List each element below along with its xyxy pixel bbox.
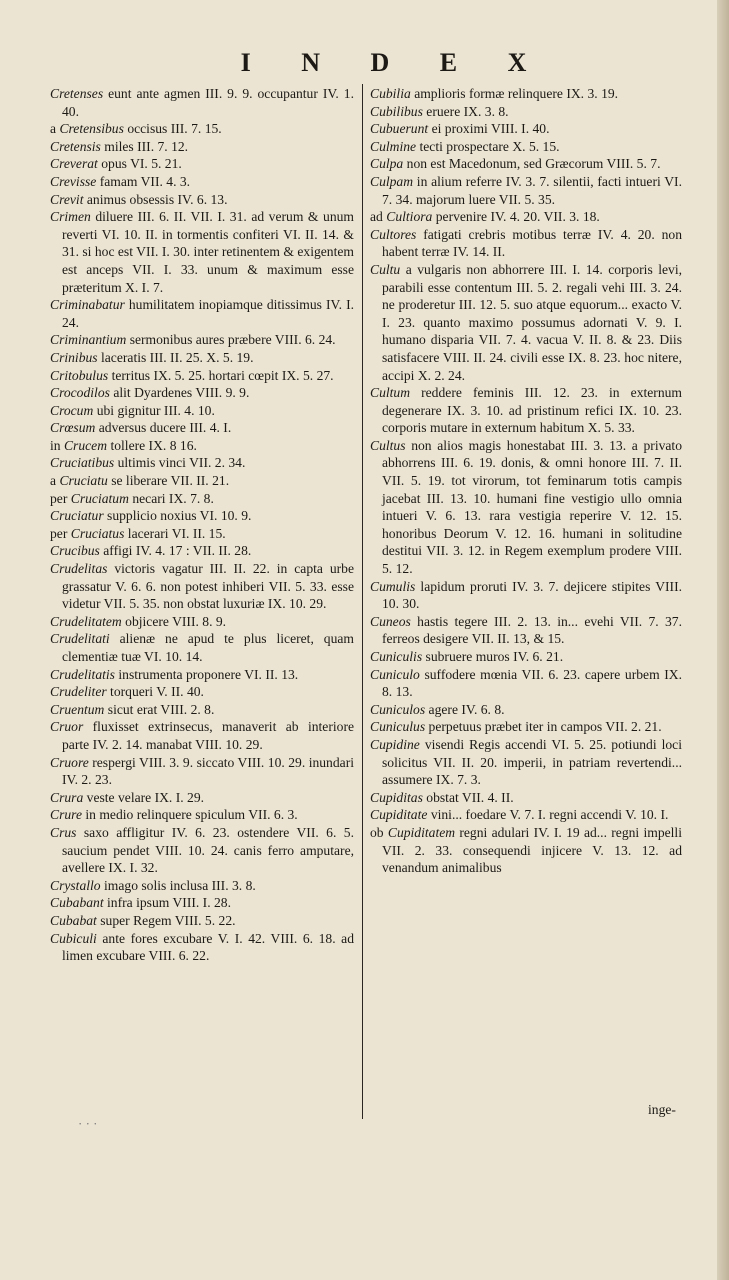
entry-headword: Cultores (370, 226, 417, 242)
entry-references: a vulgaris non abhorrere III. I. 14. corporis levi, parabili esse contentum III. 5. 2. regali vehi III. 3. 24. ne proderetur III. 12. 5. suo atque equorum... exacto V. I. 23. quanto maximo possumus adornati V. 9. I. humano disparia VII. 7. 4. vacua V. II. 8. & 23. Diis satisfacere VIII. II. 24. civili esse IX. 8. 23. hoc nitere, accipi X. 2. 24. (382, 261, 683, 383)
entry-headword: Cuniculos (370, 701, 426, 717)
entry-headword: Crucem (63, 437, 108, 453)
entry-prefix: a (50, 121, 57, 137)
entry-headword: Crus (50, 824, 77, 840)
entry-references: sermonibus aures præbere VIII. 6. 24. (129, 332, 336, 348)
entry-headword: Cruentum (50, 701, 105, 717)
entry-headword: Crimen (50, 209, 91, 225)
entry-prefix: ad (370, 209, 383, 225)
entry-references: animus obsessis IV. 6. 13. (86, 191, 228, 207)
entry-prefix: in (50, 437, 61, 453)
entry-headword: Cubabat (50, 912, 97, 928)
entry-headword: Cuniculus (370, 719, 426, 735)
index-entry (50, 155, 354, 173)
index-entry (50, 419, 354, 437)
entry-headword: Crystallo (50, 877, 101, 893)
entry-references: veste velare IX. I. 29. (86, 789, 205, 805)
index-entry (50, 120, 354, 138)
entry-references: visendi Regis accendi VI. 5. 25. potiundi loci solicitus VII. II. 20. imperii, in patriam revertendi... assumere IX. 7. 3. (382, 736, 682, 788)
entry-headword: Criminantium (50, 332, 127, 348)
entry-headword: Cubiculi (50, 930, 97, 946)
index-entry (50, 877, 354, 895)
index-entry (50, 331, 354, 349)
entry-headword: Cruciatus (70, 525, 125, 541)
index-entry (370, 736, 682, 789)
index-entry (50, 630, 354, 665)
entry-headword: Crudeliter (50, 684, 107, 700)
index-entry (370, 789, 682, 807)
index-entry (50, 701, 354, 719)
index-entry (50, 138, 354, 156)
entry-headword: Cretensis (50, 138, 101, 154)
entry-headword: Cruciatur (50, 508, 104, 524)
entry-headword: Critobulus (50, 367, 109, 383)
entry-headword: Cruore (50, 754, 89, 770)
entry-references: lacerari VI. II. 15. (127, 525, 226, 541)
entry-references: suffodere mœnia VII. 6. 23. capere urbem IX. 8. 13. (382, 666, 682, 700)
entry-headword: Cruciatu (59, 473, 108, 489)
entry-references: affigi IV. 4. 17 : VII. II. 28. (103, 543, 252, 559)
index-entry (50, 824, 354, 877)
entry-references: famam VII. 4. 3. (99, 173, 191, 189)
entry-headword: Crudelitatis (50, 666, 115, 682)
entry-references: laceratis III. II. 25. X. 5. 19. (101, 349, 254, 365)
index-entry (370, 138, 682, 156)
entry-headword: Cultum (370, 385, 411, 401)
entry-headword: Cupidine (370, 736, 420, 752)
entry-references: victoris vagatur III. II. 22. in capta urbe grassatur V. 6. 6. non potest inhiberi VII. 5. 33. esse videtur VII. 5. 35. non obstat luxuriæ IX. 10. 29. (62, 561, 354, 612)
index-entry (370, 103, 682, 121)
entry-references: tecti prospectare X. 5. 15. (419, 138, 560, 154)
index-entry (50, 613, 354, 631)
entry-references: torqueri V. II. 40. (110, 684, 204, 700)
entry-headword: Cubabant (50, 895, 104, 911)
entry-headword: Crure (50, 807, 82, 823)
entry-headword: Creverat (50, 156, 98, 172)
index-entry (50, 437, 354, 455)
entry-references: in alium referre IV. 3. 7. silentii, facti intueri VI. 7. 34. majorum luere VII. 5. 35. (382, 173, 682, 207)
entry-headword: Cultus (370, 437, 406, 453)
entry-references: alit Dyardenes VIII. 9. 9. (113, 385, 250, 401)
index-entry (50, 472, 354, 490)
entry-headword: Crocum (50, 402, 94, 418)
entry-headword: Crocodilos (50, 385, 110, 401)
entry-references: obstat VII. 4. II. (426, 789, 514, 805)
entry-references: subruere muros IV. 6. 21. (425, 649, 564, 664)
entry-headword: Crœsum (50, 420, 96, 436)
index-entry (50, 683, 354, 701)
entry-references: adversus ducere III. 4. I. (98, 420, 232, 436)
entry-references: non alios magis honestabat III. 3. 13. a privato abhorrens III. 6. 19. donis, & omni honore III. 7. II. VII. 5. 19. tot virorum, tot feminarum totis campis jacebat III. 13. 10. humani fine vestigio ullo omnia intueri V. 6. 13. rara vestigia reperire V. 12. 15. honoribus Deorum V. 12. 16. humani in solitudine destitui VII. 3. 12. in Regem exemplum prodere VIII. 5. 12. (382, 437, 682, 577)
index-entry (50, 560, 354, 613)
entry-references: ubi gignitur III. 4. 10. (96, 402, 215, 418)
entry-headword: Cubilia (370, 86, 411, 101)
index-entry (50, 666, 354, 684)
entry-references: fatigati crebris motibus terræ IV. 4. 20. non habent terræ IV. 14. II. (382, 226, 682, 260)
page-title: I N D E X (240, 48, 549, 77)
entry-headword: Cruciatum (70, 490, 129, 506)
entry-headword: Cuneos (370, 613, 411, 629)
index-entry (50, 718, 354, 753)
index-entry (370, 824, 682, 877)
entry-references: opus VI. 5. 21. (101, 156, 182, 172)
entry-references: reddere feminis III. 12. 23. in externum degenerare IX. 3. 10. ad pristinum refici IX. 10. 23. corporis mutare in externum habitum X. 5. 33. (382, 385, 682, 436)
index-entry (370, 120, 682, 138)
entry-headword: Cultiora (386, 209, 433, 225)
entry-headword: Crudelitatem (50, 613, 122, 629)
entry-references: se liberare VII. II. 21. (111, 473, 230, 489)
index-entry (50, 754, 354, 789)
index-entry (50, 349, 354, 367)
entry-references: non est Macedonum, sed Græcorum VIII. 5. 7. (406, 156, 661, 172)
index-entry (370, 648, 682, 666)
index-entry (370, 85, 682, 103)
entry-headword: Cumulis (370, 578, 416, 594)
entry-prefix: ob (370, 824, 384, 840)
column-divider (362, 84, 363, 1119)
entry-headword: Cultu (370, 261, 401, 277)
index-entry (370, 701, 682, 719)
index-entry (50, 191, 354, 209)
index-entry (370, 155, 682, 173)
index-entry (50, 806, 354, 824)
entry-references: supplicio noxius VI. 10. 9. (107, 508, 252, 524)
entry-references: eruere IX. 3. 8. (426, 103, 509, 119)
entry-headword: Criminabatur (50, 297, 125, 313)
entry-headword: Cupiditatem (387, 824, 456, 840)
entry-references: perpetuus præbet iter in campos VII. 2. 21. (428, 719, 662, 735)
entry-references: in medio relinquere spiculum VII. 6. 3. (85, 807, 298, 823)
entry-references: ante fores excubare V. I. 42. VIII. 6. 18. ad limen excubare VIII. 6. 22. (62, 930, 354, 964)
entry-headword: Crinibus (50, 349, 98, 365)
index-entry (50, 367, 354, 385)
entry-references: regni adulari IV. I. 19 ad... regni impelli VII. 2. 33. consequendi injicere V. 13. 12. ad venandum animalibus (382, 824, 682, 876)
index-entry (370, 384, 682, 437)
index-entry (50, 507, 354, 525)
index-entry (50, 789, 354, 807)
entry-references: hastis tegere III. 2. 13. in... evehi VII. 7. 37. ferreos desigere VII. II. 13, & 15. (382, 613, 682, 647)
entry-references: infra ipsum VIII. I. 28. (107, 895, 231, 911)
entry-headword: Cubuerunt (370, 121, 429, 137)
index-column-left (50, 85, 354, 965)
entry-headword: Crura (50, 789, 84, 805)
entry-headword: Crevit (50, 191, 84, 207)
entry-references: occisus III. 7. 15. (127, 121, 222, 137)
index-entry (370, 437, 682, 578)
entry-references: imago solis inclusa III. 3. 8. (104, 877, 256, 893)
index-entry (370, 208, 682, 226)
index-entry (50, 542, 354, 560)
entry-headword: Crucibus (50, 543, 100, 559)
entry-references: eunt ante agmen III. 9. 9. occupantur IV. 1. 40. (62, 86, 354, 119)
entry-prefix: per (50, 490, 68, 506)
entry-references: agere IV. 6. 8. (428, 701, 505, 717)
entry-references: territus IX. 5. 25. hortari cœpit IX. 5. 27. (111, 367, 334, 383)
entry-references: instrumenta proponere VI. II. 13. (118, 666, 299, 682)
entry-references: respergi VIII. 3. 9. siccato VIII. 10. 29. inundari IV. 2. 23. (62, 754, 354, 788)
index-entry (370, 806, 682, 824)
index-column-right (370, 85, 682, 877)
entry-references: pervenire IV. 4. 20. VII. 3. 18. (435, 209, 600, 225)
entry-headword: Culpa (370, 156, 404, 172)
entry-headword: Crevisse (50, 173, 97, 189)
entry-references: miles III. 7. 12. (104, 138, 189, 154)
entry-headword: Crudelitas (50, 561, 108, 577)
entry-references: humilitatem inopiamque ditissimus IV. I. 24. (62, 297, 354, 330)
index-entry (370, 173, 682, 208)
index-entry (50, 296, 354, 331)
entry-references: alienæ ne apud te plus liceret, quam clementiæ tuæ VI. 10. 14. (62, 631, 354, 664)
index-entry (370, 613, 682, 648)
entry-references: super Regem VIII. 5. 22. (100, 912, 236, 928)
entry-headword: Culpam (370, 173, 414, 189)
entry-references: lapidum proruti IV. 3. 7. dejicere stipites VIII. 10. 30. (382, 578, 682, 612)
entry-headword: Cuniculo (370, 666, 420, 682)
index-entry (50, 525, 354, 543)
index-entry (50, 384, 354, 402)
index-entry (50, 490, 354, 508)
entry-references: diluere III. 6. II. VII. I. 31. ad verum & unum reverti VI. 10. II. in tormentis confiteri VI. II. 14. & 31. si hoc est VII. I. 30. inter retinentem & exigentem est anceps VII. I. 33. unum & maximum esse præteritum X. I. 7. (62, 209, 354, 295)
index-entry (370, 226, 682, 261)
entry-references: saxo affligitur IV. 6. 23. ostendere VII. 6. 5. saucium pendet VIII. 10. 24. canis ferro amputare, avellere IX. I. 32. (62, 824, 354, 876)
entry-headword: Culmine (370, 138, 417, 154)
entry-headword: Cretenses (50, 86, 104, 101)
entry-headword: Cupiditate (370, 807, 428, 823)
index-entry (370, 578, 682, 613)
index-entry (50, 208, 354, 296)
entry-headword: Cupiditas (370, 789, 423, 805)
index-entry (370, 261, 682, 384)
entry-references: ei proximi VIII. I. 40. (431, 121, 550, 137)
entry-headword: Cruciatibus (50, 455, 115, 471)
entry-references: vini... foedare V. 7. I. regni accendi V. 10. I. (430, 807, 669, 823)
index-entry (50, 173, 354, 191)
entry-headword: Cuniculis (370, 649, 423, 664)
index-entry (370, 666, 682, 701)
index-entry (50, 894, 354, 912)
index-entry (50, 912, 354, 930)
index-entry (50, 85, 354, 120)
entry-references: necari IX. 7. 8. (132, 490, 214, 506)
footer-marks: · · · (78, 1116, 98, 1131)
index-entry (370, 718, 682, 736)
entry-prefix: per (50, 525, 68, 541)
entry-headword: Cretensibus (59, 121, 124, 137)
entry-references: fluxisset extrinsecus, manaverit ab interiore parte IV. 2. 14. manabat VIII. 10. 29. (62, 719, 354, 752)
entry-headword: Cubilibus (370, 103, 423, 119)
entry-references: ultimis vinci VII. 2. 34. (117, 455, 246, 471)
index-entry (50, 930, 354, 965)
entry-references: objicere VIII. 8. 9. (125, 613, 227, 629)
catchword: inge- (648, 1102, 676, 1117)
entry-references: sicut erat VIII. 2. 8. (107, 701, 215, 717)
entry-headword: Crudelitati (50, 631, 110, 647)
index-entry (50, 402, 354, 420)
entry-references: amplioris formæ relinquere IX. 3. 19. (414, 86, 619, 101)
index-entry (50, 454, 354, 472)
entry-headword: Cruor (50, 719, 84, 735)
entry-prefix: a (50, 473, 57, 489)
entry-references: tollere IX. 8 16. (110, 437, 197, 453)
